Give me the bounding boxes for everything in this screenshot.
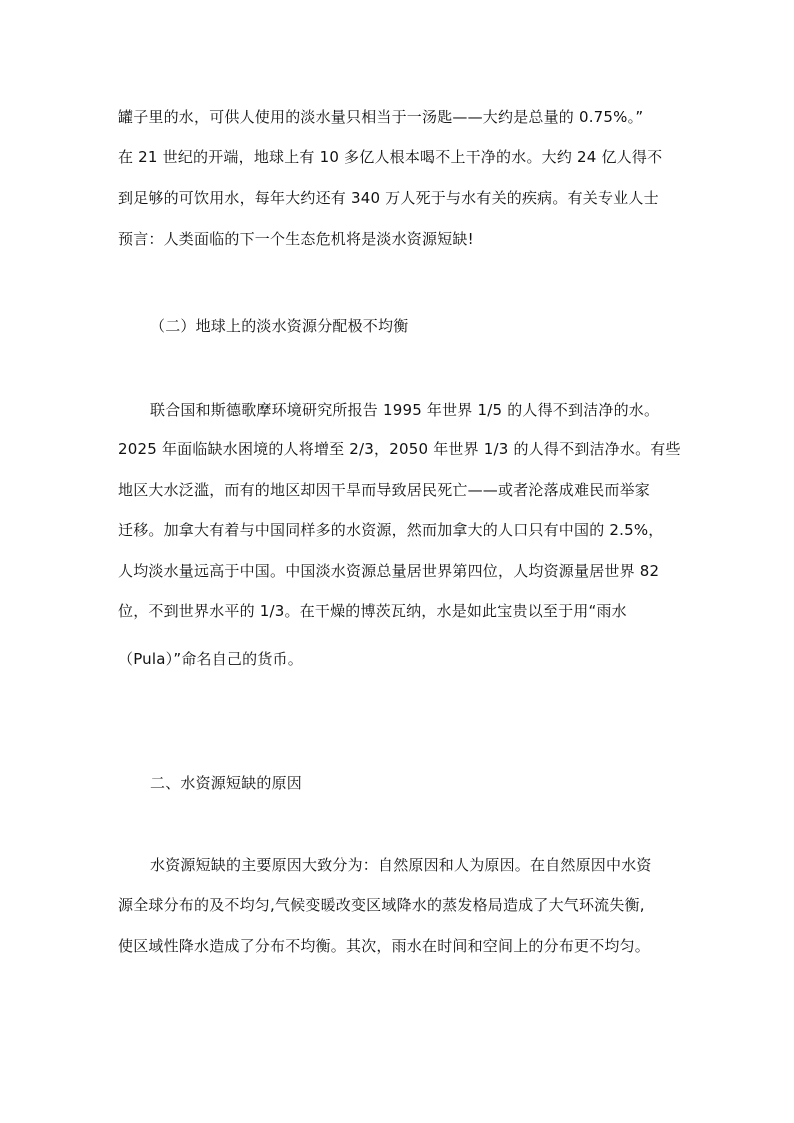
paragraph-1-line-3: 到足够的可饮用水，每年大约还有 340 万人死于与水有关的疾病。有关专业人士 (118, 189, 659, 207)
paragraph-3-line-2: 源全球分布的及不均匀,气候变暖改变区域降水的蒸发格局造成了大气环流失衡, (118, 896, 645, 914)
paragraph-1-line-1: 罐子里的水，可供人使用的淡水量只相当于一汤匙——大约是总量的 0.75%。” (118, 108, 644, 126)
paragraph-2-line-6: 位，不到世界水平的 1/3。在干燥的博茨瓦纳，水是如此宝贵以至于用“雨水 (118, 602, 627, 620)
paragraph-1-line-4: 预言：人类面临的下一个生态危机将是淡水资源短缺! (118, 230, 474, 248)
paragraph-2-line-2: 2025 年面临缺水困境的人将增至 2/3，2050 年世界 1/3 的人得不到洁净水。有些 (118, 440, 681, 458)
section-heading-2: 二、水资源短缺的原因 (150, 774, 303, 792)
paragraph-2-line-4: 迁移。加拿大有着与中国同样多的水资源，然而加拿大的人口只有中国的 2.5%， (118, 521, 664, 539)
paragraph-3-line-3: 使区域性降水造成了分布不均衡。其次，雨水在时间和空间上的分布更不均匀。 (118, 937, 651, 955)
paragraph-1-line-2: 在 21 世纪的开端，地球上有 10 多亿人根本喝不上干净的水。大约 24 亿人得不 (118, 148, 663, 166)
section-heading-1: （二）地球上的淡水资源分配极不均衡 (150, 317, 409, 335)
paragraph-2-line-3: 地区大水泛滥，而有的地区却因干旱而导致居民死亡——或者沦落成难民而举家 (118, 481, 651, 499)
paragraph-2-line-7: （Pula）”命名自己的货币。 (118, 650, 303, 668)
paragraph-2-line-5: 人均淡水量远高于中国。中国淡水资源总量居世界第四位，人均资源量居世界 82 (118, 562, 660, 580)
paragraph-3-line-1: 水资源短缺的主要原因大致分为：自然原因和人为原因。在自然原因中水资 (150, 856, 652, 874)
paragraph-2-line-1: 联合国和斯德歌摩环境研究所报告 1995 年世界 1/5 的人得不到洁净的水。 (150, 401, 660, 419)
